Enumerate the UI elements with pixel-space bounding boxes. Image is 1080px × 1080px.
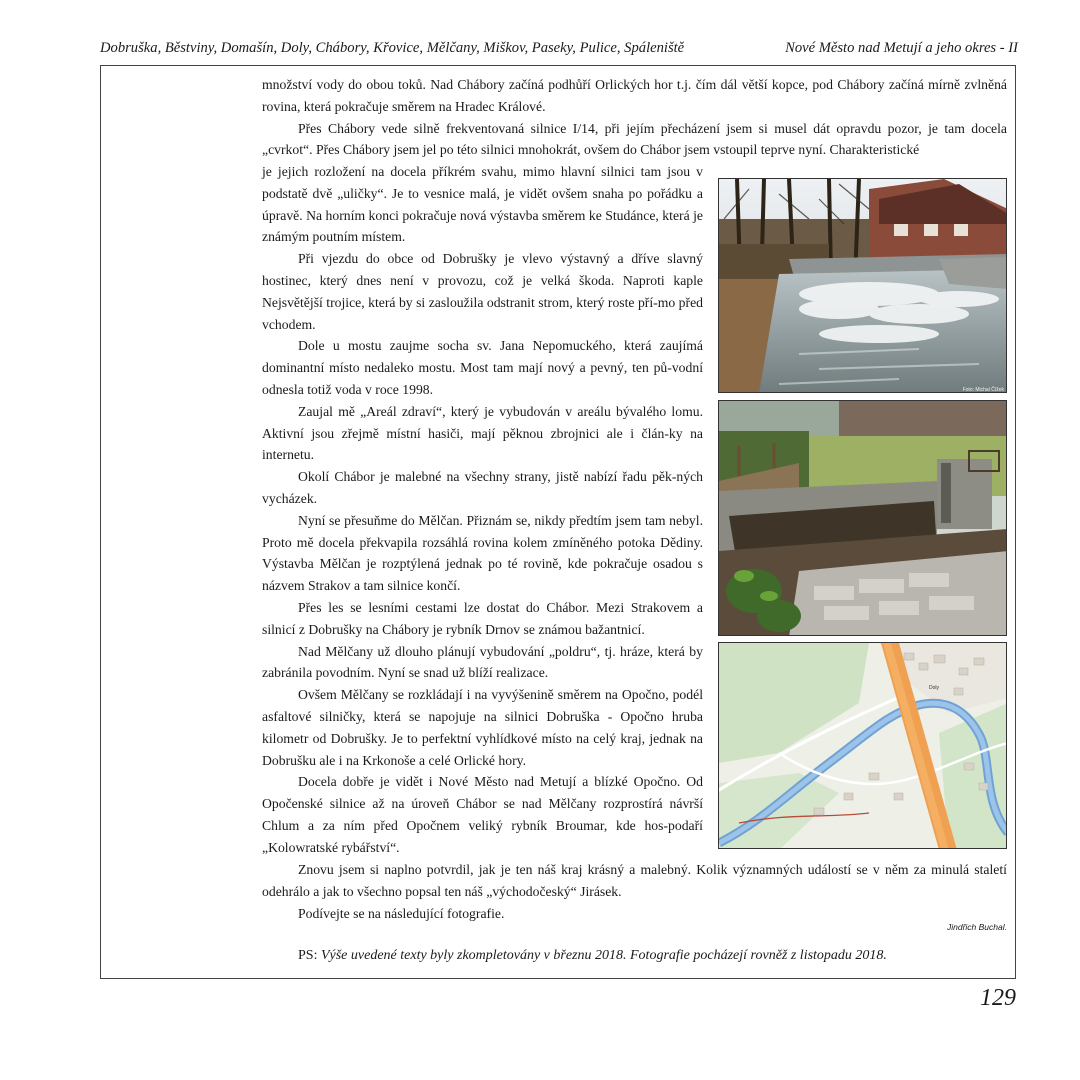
paragraph: množství vody do obou toků. Nad Chábory začíná podhůří Orlických hor t.j. čím dál větší kopce, pod Chábory začíná mírně zvlněná rovina, která pokračuje směrem na Hradec Králové. — [262, 77, 1007, 114]
running-header — [100, 40, 1018, 62]
paragraph: Přes les se lesními cestami lze dostat do Chábor. Mezi Strakovem a silnicí z Dobrušky na Chábory je rybník Drnov se známou bažantnicí. — [262, 599, 703, 637]
paragraph: Přes Chábory vede silně frekventovaná silnice I/14, při jejím přecházení jsem si musel dát opravdu pozor, je tam docela „cvrkot“. Přes Chábory jsem jel po této silnici mnohokrát, ovšem do Chábor jsem vstoupil teprve nyní. Charakteristické — [262, 120, 1007, 158]
author-signature: Jindřich Buchal. — [946, 922, 1007, 932]
paragraph: Při vjezdu do obce od Dobrušky je vlevo výstavný a dříve slavný hostinec, který dnes není v provozu, což je velká škoda. Naproti kaple Nejsvětější trojice, která by si zasloužila odstranit strom, který roste pří-mo před vchodem. — [262, 251, 703, 332]
paragraph: Podívejte se na následující fotografie. — [298, 905, 505, 921]
map-place-label: Doly — [929, 685, 940, 691]
stream-photo-image — [719, 401, 1007, 636]
photo-weir — [718, 178, 1007, 393]
ps-text: Výše uvedené texty byly zkompletovány v březnu 2018. Fotografie pocházejí rovněž z listopadu 2018. — [320, 948, 887, 963]
photo-credit: Foto: Michal Čížek — [962, 387, 1004, 393]
paragraph: je jejich rozložení na docela příkrém svahu, mimo hlavní silnici tam jsou v podstatě dvě „uličky“. Je to vesnice malá, je vidět ovšem snaha po pořádku a úpravě. Na horním konci pokračuje nová výstavba směrem ke Studánce, která je známým poutním místem. — [262, 164, 703, 245]
postscript — [298, 948, 887, 964]
page-number: 129 — [980, 985, 1016, 1011]
ps-prefix: PS: — [298, 948, 321, 963]
paragraph: Zaujal mě „Areál zdraví“, který je vybudován v areálu bývalého lomu. Aktivní jsou zřejmě místní hasiči, mají pěknou zbrojnici ale i člán-ky na internetu. — [262, 403, 703, 463]
paragraph: Dole u mostu zaujme socha sv. Jana Nepomuckého, která zaujímá dominantní místo nedaleko mostu. Most tam mají nový a pevný, ten pů-vodní odnesla totiž voda v roce 1998. — [262, 338, 703, 397]
text-top — [262, 74, 1007, 161]
map-image — [719, 643, 1007, 849]
text-side-column — [262, 161, 703, 859]
paragraph: Ovšem Mělčany se rozkládají i na vyvýšenině směrem na Opočno, podél asfaltové silničky, která se napojuje na silnici Dobruška - Opočno hruba kilometr od Dobrušky. Je to perfektní vyhlídkové místo na celý kraj, jednak na Dobrušku ale i na Krkonoše a celé Orlické hory. — [262, 687, 703, 768]
map-inset — [718, 642, 1007, 849]
header-places: Dobruška, Běstviny, Domašín, Doly, Chábory, Křovice, Mělčany, Miškov, Paseky, Pulice, Spáleniště — [100, 40, 685, 56]
header-book-title: Nové Město nad Metují a jeho okres - II — [785, 40, 1018, 56]
photo-stream-channel — [718, 400, 1007, 636]
paragraph: Docela dobře je vidět i Nové Město nad Metují a blízké Opočno. Od Opočenské silnice až na úroveň Chábor se nad Mělčany rozprostírá návrší Chlum a za ním před Opočnem veliký rybník Broumar, kde hos-podaří „Kolowratské rybářství“. — [262, 774, 703, 855]
paragraph: Okolí Chábor je malebné na všechny strany, jistě nabízí řadu pěk-ných vycházek. — [262, 469, 703, 506]
paragraph: Nad Mělčany už dlouho plánují vybudování „poldru“, tj. hráze, která by zabránila povodním. Nyní se snad už blíží realizace. — [262, 643, 703, 681]
weir-photo-image — [719, 179, 1007, 393]
paragraph: Znovu jsem si naplno potvrdil, jak je ten náš kraj krásný a malebný. Kolik významných událostí se v něm za minulá staletí odehrálo a jak to všechno popsal ten náš „východočeský“ Jirásek. — [262, 862, 1007, 899]
paragraph: Nyní se přesuňme do Mělčan. Přiznám se, nikdy předtím jsem tam nebyl. Proto mě docela překvapila rozsáhlá rovina kolem zmíněného potoka Dědiny. Výstavba Mělčan je rozptýlená jednak po té rovině, kde pokračuje osadou s názvem Strakov a tam silnice končí. — [262, 512, 703, 594]
text-bottom — [262, 859, 1007, 924]
